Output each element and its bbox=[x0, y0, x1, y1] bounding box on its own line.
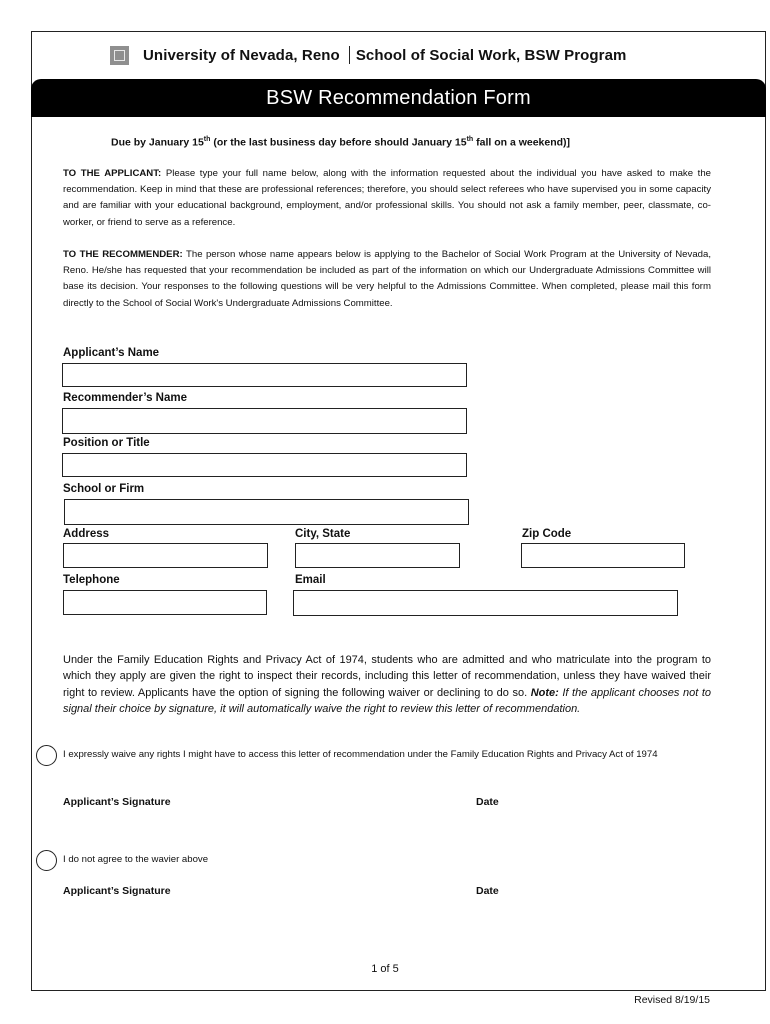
school-field[interactable] bbox=[64, 499, 469, 525]
city-state-label: City, State bbox=[295, 528, 351, 540]
date-label-1: Date bbox=[476, 796, 499, 808]
university-logo-icon bbox=[110, 46, 129, 65]
recommender-name-field[interactable] bbox=[62, 408, 467, 434]
revised-date: Revised 8/19/15 bbox=[634, 994, 710, 1006]
telephone-label: Telephone bbox=[63, 574, 120, 586]
zip-label: Zip Code bbox=[522, 528, 572, 540]
applicant-name-label: Applicant’s Name bbox=[63, 347, 160, 359]
address-label: Address bbox=[63, 528, 110, 540]
zip-field[interactable] bbox=[521, 543, 685, 568]
form-title: BSW Recommendation Form bbox=[266, 86, 531, 109]
recommender-instructions: TO THE RECOMMENDER: The person whose name appears below is applying to the Bachelor of Social Work Program at the University of Nevada, Reno. He/she has requested that your recommendation be included as part of the information on which our Undergraduate Admissions Committee will base its decision. Your responses to the following questions will be very helpful to the Admissions Committee. When completed, please mail this form directly to the School of Social Work's Undergraduate Admissions Committee. bbox=[63, 249, 711, 309]
decline-waiver-radio[interactable] bbox=[36, 850, 57, 871]
page-number: 1 of 5 bbox=[371, 963, 399, 975]
signature-label-2: Applicant’s Signature bbox=[63, 885, 171, 897]
waive-rights-radio[interactable] bbox=[36, 745, 57, 766]
decline-waiver-text: I do not agree to the wavier above bbox=[63, 854, 209, 865]
address-field[interactable] bbox=[63, 543, 268, 568]
header-divider bbox=[349, 46, 350, 64]
city-state-field[interactable] bbox=[295, 543, 460, 568]
applicant-instructions: TO THE APPLICANT: Please type your full name below, along with the information requested about the individual you have asked to make the recommendation. Keep in mind that these are professional references; therefore, you should select referees who have supervised you in some capacity and are familiar with your educational background, employment, and/or professional skills. You should not ask a family member, peer, classmate, co-worker, or friend to serve as a reference. bbox=[63, 168, 712, 228]
header bbox=[110, 42, 627, 68]
applicant-name-field[interactable] bbox=[62, 363, 467, 387]
university-name: University of Nevada, Reno bbox=[143, 46, 340, 64]
due-date-line: Due by January 15th (or the last business day before should January 15th fall on a weekend)] bbox=[111, 136, 571, 149]
recommender-name-label: Recommender’s Name bbox=[63, 392, 187, 404]
signature-label-1: Applicant’s Signature bbox=[63, 796, 171, 808]
program-name: School of Social Work, BSW Program bbox=[355, 46, 627, 64]
waive-rights-text: I expressly waive any rights I might have to access this letter of recommendation under the Family Education Rights and Privacy Act of 1974 bbox=[63, 749, 658, 760]
position-field[interactable] bbox=[62, 453, 467, 477]
school-label: School or Firm bbox=[63, 483, 145, 495]
email-field[interactable] bbox=[293, 590, 678, 616]
telephone-field[interactable] bbox=[63, 590, 267, 615]
form-title-banner bbox=[31, 79, 766, 117]
ferpa-statement: Under the Family Education Rights and Privacy Act of 1974, students who are admitted and who matriculate into the program to which they apply are given the right to inspect their records, including this letter of recommendation, unless they have waived their right to review. Applicants have the option of signing the following waiver or declining to do so. Note: If the applicant chooses not to signal their choice by signature, it will automatically waive the right to review this letter of recommendation. bbox=[63, 654, 711, 716]
date-label-2: Date bbox=[476, 885, 499, 897]
position-label: Position or Title bbox=[63, 437, 150, 449]
email-label: Email bbox=[295, 574, 326, 586]
